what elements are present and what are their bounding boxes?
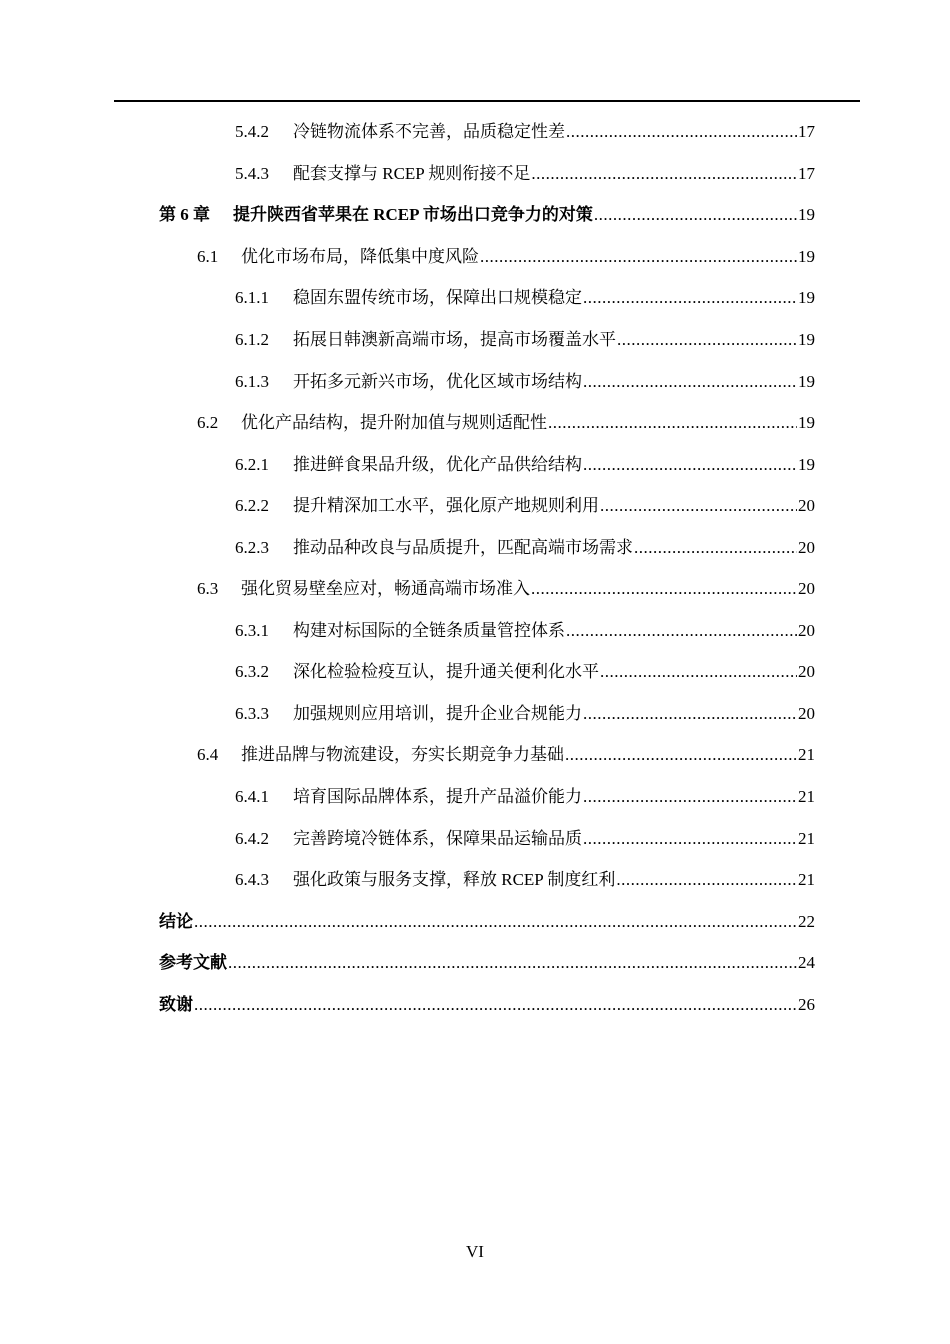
table-of-contents	[0, 111, 950, 1025]
toc-dot-leader	[594, 206, 797, 223]
toc-entry-number: 6.1	[197, 246, 219, 266]
toc-dot-leader	[634, 539, 797, 556]
toc-entry-title: 完善跨境冷链体系，保障果品运输品质	[293, 828, 582, 848]
toc-entry-page: 20	[798, 620, 815, 640]
toc-entry[interactable]	[235, 610, 815, 652]
toc-dot-leader	[480, 248, 797, 265]
toc-dot-leader	[617, 331, 797, 348]
toc-entry[interactable]	[235, 277, 815, 319]
toc-entry[interactable]	[235, 111, 815, 153]
toc-dot-leader	[566, 123, 797, 140]
header-rule	[114, 100, 860, 102]
toc-entry-page: 20	[798, 537, 815, 557]
toc-entry-title: 提升精深加工水平，强化原产地规则利用	[293, 496, 599, 516]
toc-entry-number: 5.4.3	[235, 163, 269, 183]
toc-dot-leader	[583, 788, 797, 805]
toc-entry-number: 6.2.3	[235, 537, 269, 557]
toc-entry-title: 致谢	[159, 994, 193, 1014]
toc-entry-title: 配套支撑与 RCEP 规则衔接不足	[293, 163, 531, 183]
toc-entry[interactable]	[197, 236, 815, 278]
page-number: VI	[466, 1242, 484, 1261]
toc-dot-leader	[583, 830, 797, 847]
toc-entry-page: 19	[798, 454, 815, 474]
toc-entry-page: 20	[798, 662, 815, 682]
toc-entry-title: 优化产品结构，提升附加值与规则适配性	[241, 413, 547, 433]
toc-entry-page: 17	[798, 122, 815, 142]
toc-entry-number: 6.3.1	[235, 620, 269, 640]
toc-entry-page: 21	[798, 787, 815, 807]
toc-entry-number: 6.1.1	[235, 288, 269, 308]
toc-entry-title: 拓展日韩澳新高端市场，提高市场覆盖水平	[293, 330, 616, 349]
toc-entry-number: 6.3.3	[235, 703, 269, 723]
toc-entry-number: 5.4.2	[235, 122, 269, 142]
toc-entry-title: 推进鲜食果品升级，优化产品供给结构	[293, 454, 582, 474]
toc-entry-number: 6.2	[197, 413, 219, 433]
toc-entry-number: 6.4.1	[235, 787, 269, 807]
toc-entry[interactable]	[235, 526, 815, 568]
toc-entry-page: 19	[798, 205, 815, 225]
toc-dot-leader	[583, 705, 797, 722]
toc-dot-leader	[600, 663, 797, 680]
toc-entry[interactable]	[235, 360, 815, 402]
toc-entry-page: 19	[798, 246, 815, 266]
toc-entry[interactable]	[197, 734, 815, 776]
toc-entry-title: 冷链物流体系不完善，品质稳定性差	[293, 122, 565, 142]
toc-entry[interactable]	[197, 402, 815, 444]
toc-entry[interactable]	[235, 693, 815, 735]
toc-entry-page: 20	[798, 703, 815, 723]
toc-entry[interactable]	[235, 859, 815, 901]
toc-entry[interactable]	[235, 319, 815, 361]
toc-dot-leader	[194, 913, 797, 930]
toc-entry-title: 强化贸易壁垒应对，畅通高端市场准入	[241, 579, 530, 599]
toc-entry-number: 6.4	[197, 745, 219, 765]
toc-entry-number: 第 6 章	[159, 205, 210, 225]
toc-entry-title: 结论	[159, 911, 193, 931]
toc-entry-title: 推动品种改良与品质提升，匹配高端市场需求	[293, 537, 633, 557]
toc-dot-leader	[583, 373, 797, 390]
toc-entry-number: 6.2.1	[235, 454, 269, 474]
toc-entry[interactable]	[235, 153, 815, 195]
toc-dot-leader	[616, 871, 797, 888]
toc-entry-page: 19	[798, 371, 815, 391]
toc-entry[interactable]	[159, 194, 815, 236]
toc-entry-page: 20	[798, 496, 815, 516]
toc-dot-leader	[194, 996, 797, 1013]
toc-entry-page: 21	[798, 745, 815, 765]
toc-entry-page: 17	[798, 163, 815, 183]
toc-entry-title: 优化市场布局，降低集中度风险	[241, 246, 479, 266]
toc-entry-page: 19	[798, 330, 815, 349]
toc-dot-leader	[228, 954, 797, 971]
toc-dot-leader	[600, 497, 797, 514]
toc-entry-title: 稳固东盟传统市场，保障出口规模稳定	[293, 288, 582, 308]
toc-dot-leader	[531, 165, 797, 182]
toc-dot-leader	[531, 580, 797, 597]
toc-entry-number: 6.1.3	[235, 371, 269, 391]
toc-entry-page: 21	[798, 870, 815, 890]
toc-entry-number: 6.3	[197, 579, 219, 599]
toc-dot-leader	[565, 746, 797, 763]
toc-entry-title: 培育国际品牌体系，提升产品溢价能力	[293, 787, 582, 807]
toc-entry[interactable]	[235, 817, 815, 859]
toc-entry[interactable]	[159, 900, 815, 942]
toc-entry[interactable]	[235, 485, 815, 527]
toc-entry-page: 20	[798, 579, 815, 599]
toc-dot-leader	[583, 289, 797, 306]
toc-entry-number: 6.3.2	[235, 662, 269, 682]
toc-entry-page: 21	[798, 828, 815, 848]
toc-entry-page: 24	[798, 953, 815, 973]
toc-entry-number: 6.1.2	[235, 330, 269, 349]
toc-dot-leader	[548, 414, 797, 431]
toc-entry-page: 19	[798, 413, 815, 433]
toc-entry-title: 深化检验检疫互认，提升通关便利化水平	[293, 662, 599, 682]
toc-entry-title: 参考文献	[159, 953, 227, 973]
toc-entry[interactable]	[235, 651, 815, 693]
toc-entry-page: 22	[798, 911, 815, 931]
toc-entry-number: 6.2.2	[235, 496, 269, 516]
toc-entry-title: 开拓多元新兴市场，优化区域市场结构	[293, 371, 582, 391]
toc-entry[interactable]	[235, 443, 815, 485]
toc-entry-title: 推进品牌与物流建设，夯实长期竞争力基础	[241, 745, 564, 765]
toc-entry[interactable]	[159, 983, 815, 1025]
toc-entry-title: 提升陕西省苹果在 RCEP 市场出口竞争力的对策	[233, 205, 593, 225]
toc-entry-number: 6.4.2	[235, 828, 269, 848]
toc-entry[interactable]	[159, 942, 815, 984]
toc-entry[interactable]	[197, 568, 815, 610]
toc-entry-title: 加强规则应用培训，提升企业合规能力	[293, 703, 582, 723]
toc-dot-leader	[566, 622, 797, 639]
toc-entry-title: 构建对标国际的全链条质量管控体系	[293, 620, 565, 640]
toc-entry-page: 19	[798, 288, 815, 308]
toc-entry[interactable]	[235, 776, 815, 818]
toc-entry-title: 强化政策与服务支撑，释放 RCEP 制度红利	[293, 870, 616, 890]
toc-entry-page: 26	[798, 994, 815, 1014]
toc-entry-number: 6.4.3	[235, 870, 269, 890]
toc-dot-leader	[583, 456, 797, 473]
